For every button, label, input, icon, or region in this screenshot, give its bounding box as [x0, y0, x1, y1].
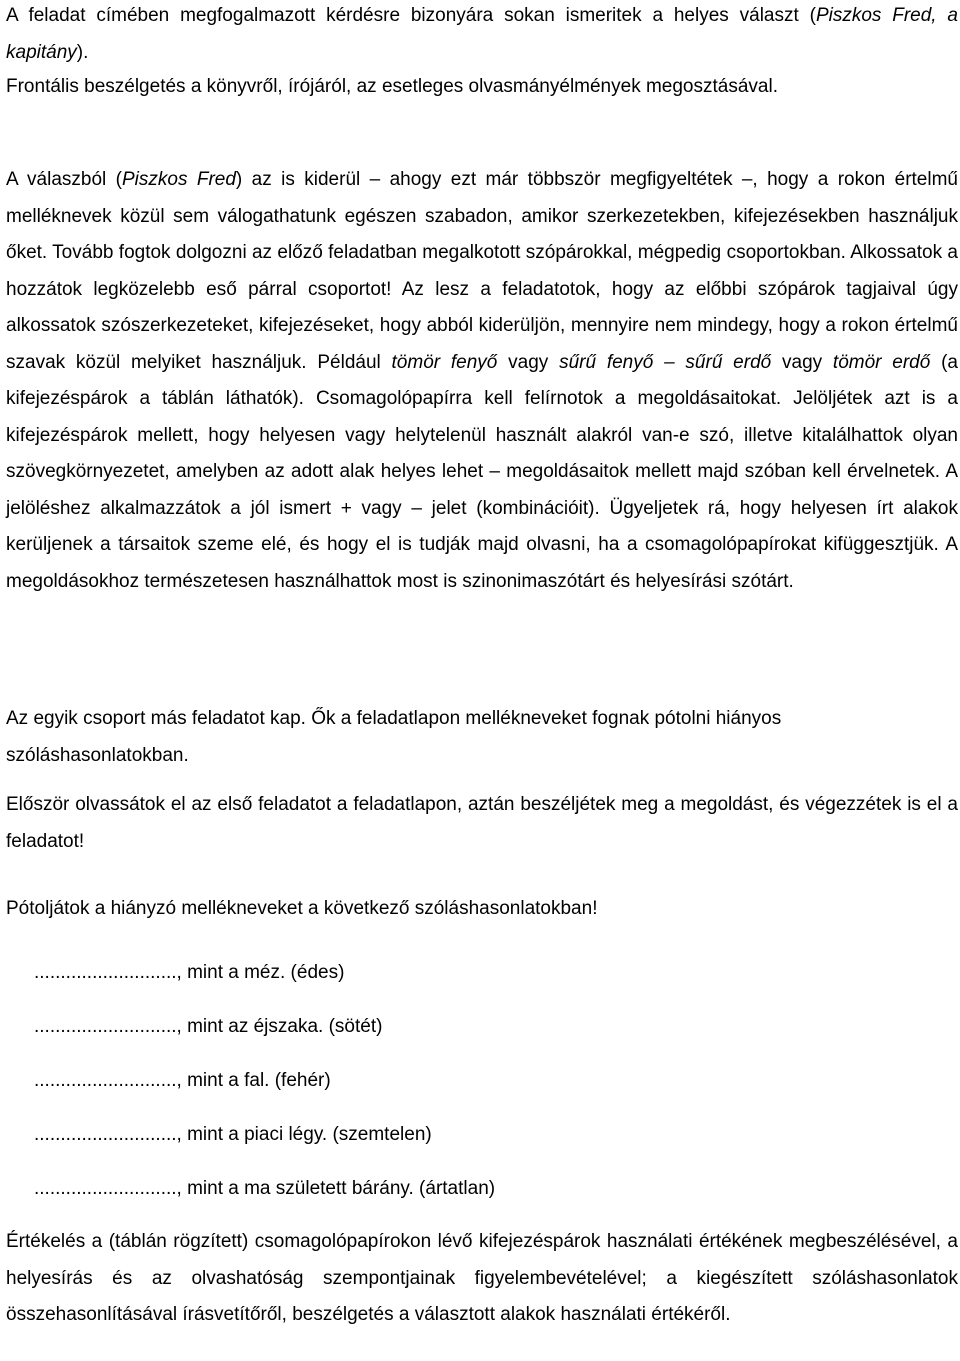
paragraph-main-task: A válaszból (Piszkos Fred) az is kiderül – ahogy ezt már többször megfigyeltétek –, hogy a rokon értelmű melléknevek közül sem válogathatunk egészen szabadon, amikor szerkezetekben, kifejezésekben használjuk őket. Tovább fogtok dolgozni az előző feladatban megalkotott szópárokkal, mégpedig csoportokban. Alkossatok a hozzátok legközelebb eső párral csoportot! Az lesz a feladatotok, hogy az előbbi szópárok tagjaival úgy alkossatok szószerkezeteket, kifejezéseket, hogy abból kiderüljön, mennyire nem mindegy, hogy a rokon értelmű szavak közül melyiket használjuk. Például tömör fenyő vagy sűrű fenyő – sűrű erdő vagy tömör erdő (a kifejezéspárok a táblán láthatók). Csomagolópapírra kell felírnotok a megoldásaitokat. Jelöljétek azt is a kifejezéspárok mellett, hogy helyesen vagy helytelenül használt alakról van-e szó, illetve kitalálhattok olyan szövegkörnyezetet, amelyben az adott alak helyes lehet – megoldásaitok mellett majd szóban kell érvelnetek. A jelöléshez alkalmazzátok a jól ismert + vagy – jelet (kombinációit). Ügyeljetek rá, hogy helyesen írt alakok kerüljenek a társaitok szeme elé, és hogy el is tudják majd olvasni, ha a csomagolópapírokat kifüggesztjük. A megoldásokhoz természetesen használhattok most is szinonimaszótárt és helyesírási szótárt. [6, 169, 958, 592]
list-item: ..........................., mint a méz. (édes) [34, 962, 345, 983]
task-heading: Pótoljátok a hiányzó mellékneveket a következő szóláshasonlatokban! [6, 898, 598, 919]
list-item: ..........................., mint a ma született bárány. (ártatlan) [34, 1178, 496, 1199]
paragraph-other-group: Az egyik csoport más feladatot kap. Ők a feladatlapon mellékneveket fognak pótolni hiányos szóláshasonlatokban. [6, 708, 782, 766]
list-item: ..........................., mint a piaci légy. (szemtelen) [34, 1124, 432, 1145]
list-item: ..........................., mint a fal. (fehér) [34, 1070, 331, 1091]
list-item: ..........................., mint az éjszaka. (sötét) [34, 1016, 383, 1037]
paragraph-instruction: Először olvassátok el az első feladatot a feladatlapon, aztán beszéljétek meg a megoldást, és végezzétek is el a feladatot! [6, 794, 958, 852]
paragraph-intro: A feladat címében megfogalmazott kérdésre bizonyára sokan ismeritek a helyes választ (Piszkos Fred, a kapitány). [6, 5, 958, 63]
paragraph-evaluation: Értékelés a (táblán rögzített) csomagolópapírokon lévő kifejezéspárok használati értékének megbeszélésével, a helyesírás és az olvashatóság szempontjainak figyelembevételével; a kiegészített szóláshasonlatok összehasonlításával írásvetítőről, beszélgetés a választott alakok használati értékéről. [6, 1231, 958, 1325]
paragraph-frontal: Frontális beszélgetés a könyvről, írójáról, az esetleges olvasmányélmények megosztásával. [6, 76, 778, 97]
